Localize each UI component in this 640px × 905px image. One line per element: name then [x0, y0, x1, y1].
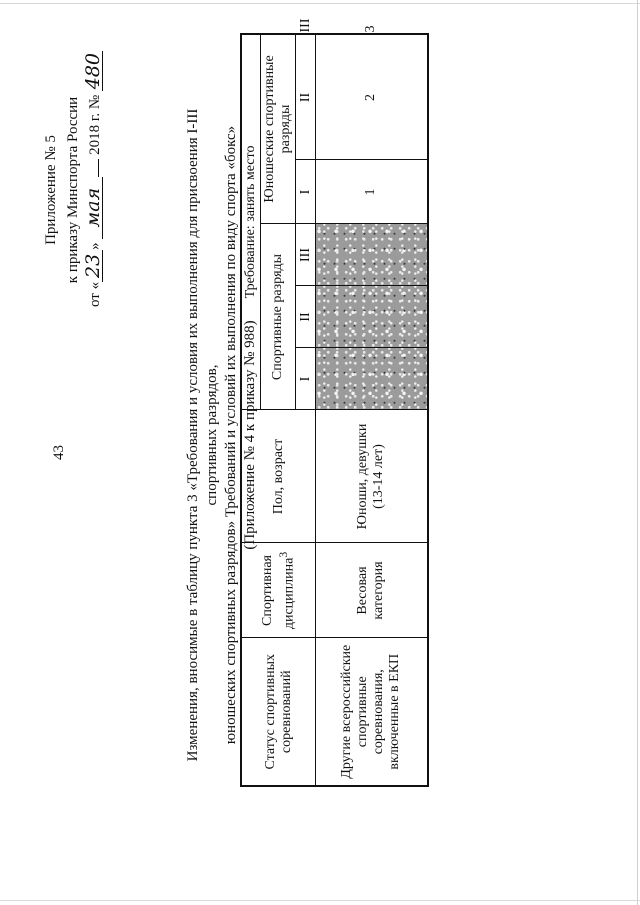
sport-rank-iii: III — [296, 224, 316, 286]
handwritten-order-number: 480 — [82, 52, 104, 90]
header-youth-ranks: Юношеские спортивные разряды — [261, 34, 296, 224]
header-discipline-footnote: 3 — [276, 551, 290, 558]
heading-line-2: юношеских спортивных разрядов» Требований и условий их выполнения по виду спорта «бокс» — [223, 125, 239, 745]
handwritten-month: мая — [84, 177, 103, 239]
row-status: Другие всероссийские спортивные соревнования, включенные в ЕКП — [316, 638, 428, 786]
shaded-cell-sport-ii — [316, 286, 428, 348]
sport-rank-i: I — [296, 348, 316, 410]
youth-rank-iii: III — [296, 34, 316, 35]
date-year: 2018 г. № — [87, 94, 103, 155]
date-prefix: от « — [87, 281, 103, 307]
header-status: Статус спортивных соревнований — [241, 638, 316, 786]
heading-line-3: (Приложение № 4 к приказу № 988) — [242, 320, 258, 550]
date-after-day: » — [87, 242, 103, 250]
row-discipline: Весовая категория — [316, 543, 428, 638]
appendix-title: Приложение № 5 — [43, 135, 59, 245]
requirements-table — [240, 18, 429, 787]
sport-rank-ii: II — [296, 286, 316, 348]
page-number: 43 — [51, 445, 67, 460]
shaded-cell-sport-i — [316, 348, 428, 410]
header-sport-ranks: Спортивные разряды — [261, 224, 296, 410]
appendix-date-line — [84, 35, 106, 345]
youth-rank-ii: II — [296, 35, 316, 160]
heading-line-1: Изменения, вносимые в таблицу пункта 3 «Требования и условия их выполнения для присвоения I-III спортивных разрядов, — [185, 108, 220, 762]
youth-place-i: 1 — [316, 160, 428, 224]
appendix-block — [40, 35, 106, 345]
header-gender-age: Пол, возраст — [241, 410, 316, 543]
youth-rank-i: I — [296, 160, 316, 224]
handwritten-day: 23 — [84, 250, 103, 282]
appendix-order-ref: к приказу Минспорта России — [65, 96, 81, 284]
date-blank-line — [84, 159, 99, 177]
row-gender-age: Юноши, девушки (13-14 лет) — [316, 410, 428, 543]
shaded-cell-sport-iii — [316, 224, 428, 286]
header-discipline — [241, 543, 316, 638]
youth-place-ii: 2 — [316, 35, 428, 160]
header-discipline-text: Спортивная дисциплина — [259, 555, 297, 630]
youth-place-iii: 3 — [316, 34, 428, 35]
header-requirement: Требование: занять место — [241, 34, 261, 410]
